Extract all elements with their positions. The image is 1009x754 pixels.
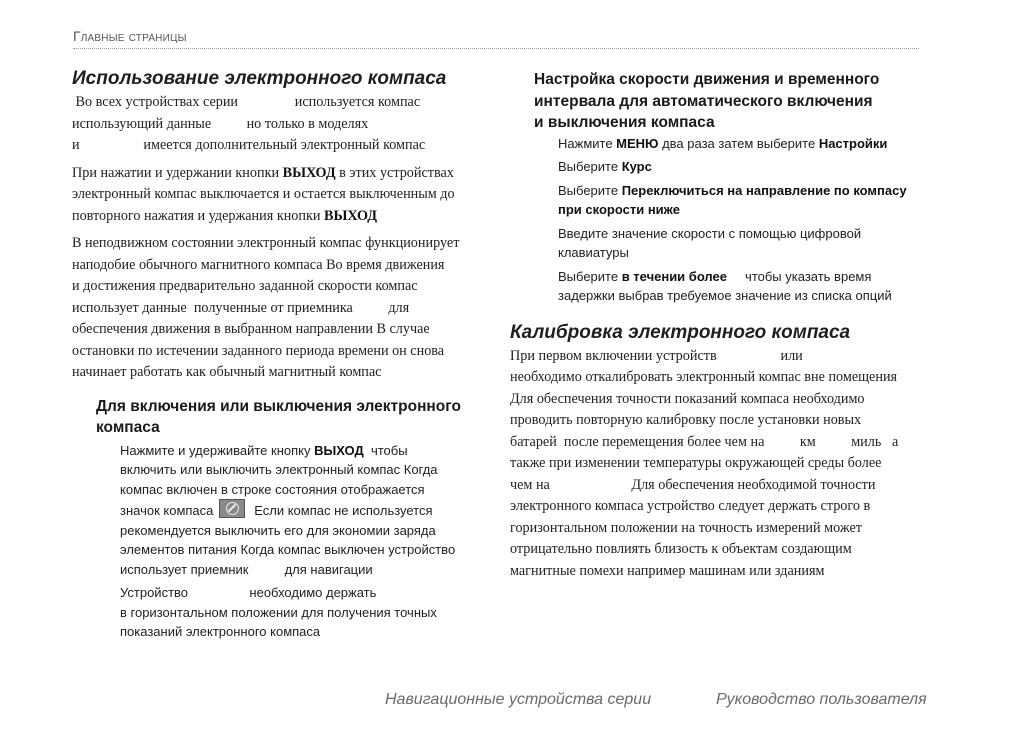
text-span: Если компас не используется xyxy=(247,503,433,518)
text-line: чем на Для обеспечения необходимой точности xyxy=(510,476,876,493)
text-span: в этих устройствах xyxy=(335,164,454,181)
text-span: Нажмите и удерживайте кнопку xyxy=(120,442,315,458)
text-line: использующий данные но только в моделях xyxy=(72,115,369,132)
step-line: Устройство необходимо держать xyxy=(120,585,377,600)
text-span: Нажмите xyxy=(558,135,617,151)
text-line: батарей после перемещения более чем на км миль а xyxy=(510,433,899,450)
step-line: включить или выключить электронный компас Когда xyxy=(120,462,438,477)
calibration-title: Калибровка электронного компаса xyxy=(510,321,851,343)
step-line: компас включен в строке состояния отображается xyxy=(120,481,425,497)
step-line xyxy=(120,499,482,521)
step-line xyxy=(120,441,482,461)
text-line: также при изменении температуры окружающей среды более xyxy=(510,455,882,471)
step-line: показаний электронного компаса xyxy=(120,624,321,639)
step-line: использует приемник для навигации xyxy=(120,561,373,577)
speed-interval-heading: интервала для автоматического включения xyxy=(534,92,873,110)
toggle-steps xyxy=(120,441,482,642)
step-line: при скорости ниже xyxy=(558,202,680,217)
text-line: проводить повторную калибровку после установки новых xyxy=(510,412,862,428)
text-line: При первом включении устройств или xyxy=(510,347,803,364)
step-line: рекомендуется выключить его для экономии заряда xyxy=(120,522,436,538)
exit-key-label: ВЫХОД xyxy=(282,164,336,181)
footer-series: Навигационные устройства серии xyxy=(385,691,652,708)
toggle-compass-heading-cont: компаса xyxy=(96,419,160,436)
step-line: Введите значение скорости с помощью цифровой xyxy=(558,225,862,241)
compass-icon xyxy=(219,499,245,518)
text-line xyxy=(72,206,482,228)
text-line: наподобие обычного магнитного компаса Во время движения xyxy=(72,256,445,273)
exit-key-label: ВЫХОД xyxy=(324,207,378,224)
text-line: горизонтальном положении на точность измерений может xyxy=(510,519,862,536)
text-span: Выберите xyxy=(558,182,622,198)
delay-option-label: в течении более xyxy=(621,268,727,284)
stationary-paragraph xyxy=(72,233,482,384)
step-line: в горизонтальном положении для получения точных xyxy=(120,604,437,620)
settings-label: Настройки xyxy=(818,135,888,151)
text-span: чтобы xyxy=(363,442,408,458)
text-span: Выберите xyxy=(558,268,622,284)
step-line xyxy=(558,181,922,201)
speed-steps xyxy=(558,134,922,306)
compass-usage-title: Использование электронного компаса xyxy=(72,68,447,89)
text-span: чтобы указать время xyxy=(726,268,872,284)
intro-paragraph xyxy=(72,92,482,157)
toggle-compass-heading: Для включения или выключения электронного xyxy=(96,397,461,415)
calibration-paragraph xyxy=(510,346,922,583)
text-line: Для обеспечения точности показаний компаса необходимо xyxy=(510,390,865,407)
text-span: два раза затем выберите xyxy=(658,135,819,151)
text-span: Выберите xyxy=(558,159,622,174)
step-line xyxy=(558,267,922,287)
text-line xyxy=(72,163,482,185)
text-line: магнитные помехи например машинам или зданиям xyxy=(510,562,825,579)
switch-to-compass-label: Переключиться на направление по компасу xyxy=(621,182,907,198)
text-line: В неподвижном состоянии электронный компас функционирует xyxy=(72,235,460,251)
step-line xyxy=(558,157,922,177)
exit-key-label: ВЫХОД xyxy=(314,442,364,458)
exit-button-paragraph xyxy=(72,163,482,228)
text-line: остановки по истечении заданного периода времени он снова xyxy=(72,342,445,359)
text-span: повторного нажатия и удержания кнопки xyxy=(72,207,325,224)
step-line: задержки выбрав требуемое значение из списка опций xyxy=(558,288,892,303)
text-line: отрицательно повлиять близость к объектам создающим xyxy=(510,541,852,557)
left-column xyxy=(72,66,482,642)
speed-interval-heading: и выключения компаса xyxy=(534,114,715,131)
text-line: использует данные полученные от приемника для xyxy=(72,299,410,316)
text-line: необходимо откалибровать электронный компас вне помещения xyxy=(510,369,898,385)
step-line: клавиатуры xyxy=(558,245,629,260)
running-header xyxy=(73,28,919,49)
step-line: элементов питания Когда компас выключен устройство xyxy=(120,542,456,557)
menu-key-label: МЕНЮ xyxy=(616,135,659,151)
right-column xyxy=(510,66,922,582)
text-line: электронный компас выключается и остается выключенным до xyxy=(72,186,455,202)
text-line: начинает работать как обычный магнитный компас xyxy=(72,364,382,380)
text-line: и достижения предварительно заданной скорости компас xyxy=(72,278,418,294)
text-span: значок компаса xyxy=(120,503,217,518)
speed-interval-heading: Настройка скорости движения и временного xyxy=(534,71,880,88)
course-label: Курс xyxy=(621,159,652,174)
text-line: обеспечения движения в выбранном направлении В случае xyxy=(72,321,430,337)
section-label: Главные страницы xyxy=(73,28,187,44)
text-span: При нажатии и удержании кнопки xyxy=(72,164,283,181)
toggle-compass-section xyxy=(96,396,482,642)
text-line: электронного компаса устройство следует держать строго в xyxy=(510,498,871,514)
text-line: Во всех устройствах серии используется компас xyxy=(72,94,421,110)
text-line: и имеется дополнительный электронный компас xyxy=(72,137,426,153)
footer-manual: Руководство пользователя xyxy=(716,691,927,708)
step-line xyxy=(558,134,922,154)
speed-interval-section xyxy=(534,69,922,306)
